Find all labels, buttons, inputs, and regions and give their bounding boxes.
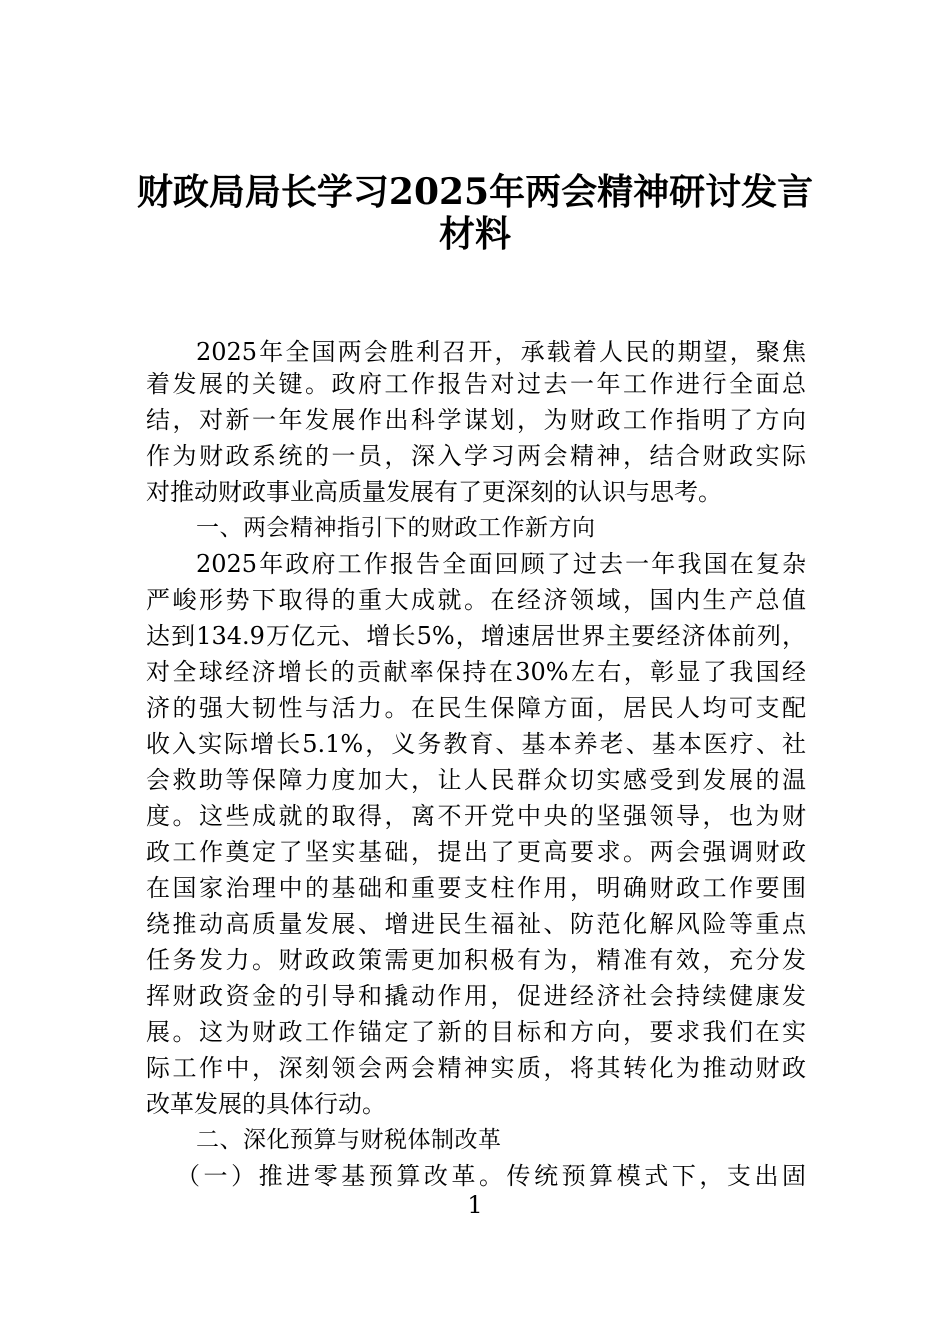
section1-line: 在国家治理中的基础和重要支柱作用，明确财政工作要围 xyxy=(146,874,806,902)
section-heading-1: 一、两会精神指引下的财政工作新方向 xyxy=(196,515,596,541)
section1-line: 对全球经济增长的贡献率保持在30%左右，彰显了我国经 xyxy=(146,658,806,686)
section1-line: 绕推动高质量发展、增进民生福祉、防范化解风险等重点 xyxy=(146,910,806,938)
section1-line: 2025年政府工作报告全面回顾了过去一年我国在复杂 xyxy=(196,550,806,578)
intro-line: 作为财政系统的一员，深入学习两会精神，结合财政实际 xyxy=(146,442,806,470)
document-title-line-2: 材料 xyxy=(438,213,511,255)
document-title-line-1: 财政局局长学习2025年两会精神研讨发言 xyxy=(136,171,814,213)
section1-line: 会救助等保障力度加大，让人民群众切实感受到发展的温 xyxy=(146,766,806,794)
section-heading-2: 二、深化预算与财税体制改革 xyxy=(196,1127,502,1153)
section1-line: 济的强大韧性与活力。在民生保障方面，居民人均可支配 xyxy=(146,694,806,722)
section1-line: 任务发力。财政政策需更加积极有为，精准有效，充分发 xyxy=(146,946,806,974)
intro-line: 结，对新一年发展作出科学谋划，为财政工作指明了方向 xyxy=(146,406,806,434)
intro-line: 2025年全国两会胜利召开，承载着人民的期望，聚焦 xyxy=(196,338,806,366)
section1-line: 度。这些成就的取得，离不开党中央的坚强领导，也为财 xyxy=(146,802,806,830)
section1-line: 达到134.9万亿元、增长5%，增速居世界主要经济体前列， xyxy=(146,622,806,650)
page-number: 1 xyxy=(467,1191,483,1219)
section1-line: 展。这为财政工作锚定了新的目标和方向，要求我们在实 xyxy=(146,1018,806,1046)
section1-line: 严峻形势下取得的重大成就。在经济领域，国内生产总值 xyxy=(146,586,806,614)
section2-line: （一）推进零基预算改革。传统预算模式下，支出固 xyxy=(176,1162,806,1190)
intro-line: 对推动财政事业高质量发展有了更深刻的认识与思考。 xyxy=(146,478,722,506)
section1-line: 政工作奠定了坚实基础，提出了更高要求。两会强调财政 xyxy=(146,838,806,866)
section1-line: 挥财政资金的引导和撬动作用，促进经济社会持续健康发 xyxy=(146,982,806,1010)
section1-line: 改革发展的具体行动。 xyxy=(146,1090,386,1118)
intro-line: 着发展的关键。政府工作报告对过去一年工作进行全面总 xyxy=(146,370,806,398)
section1-line: 收入实际增长5.1%，义务教育、基本养老、基本医疗、社 xyxy=(146,730,806,758)
section1-line: 际工作中，深刻领会两会精神实质，将其转化为推动财政 xyxy=(146,1054,806,1082)
